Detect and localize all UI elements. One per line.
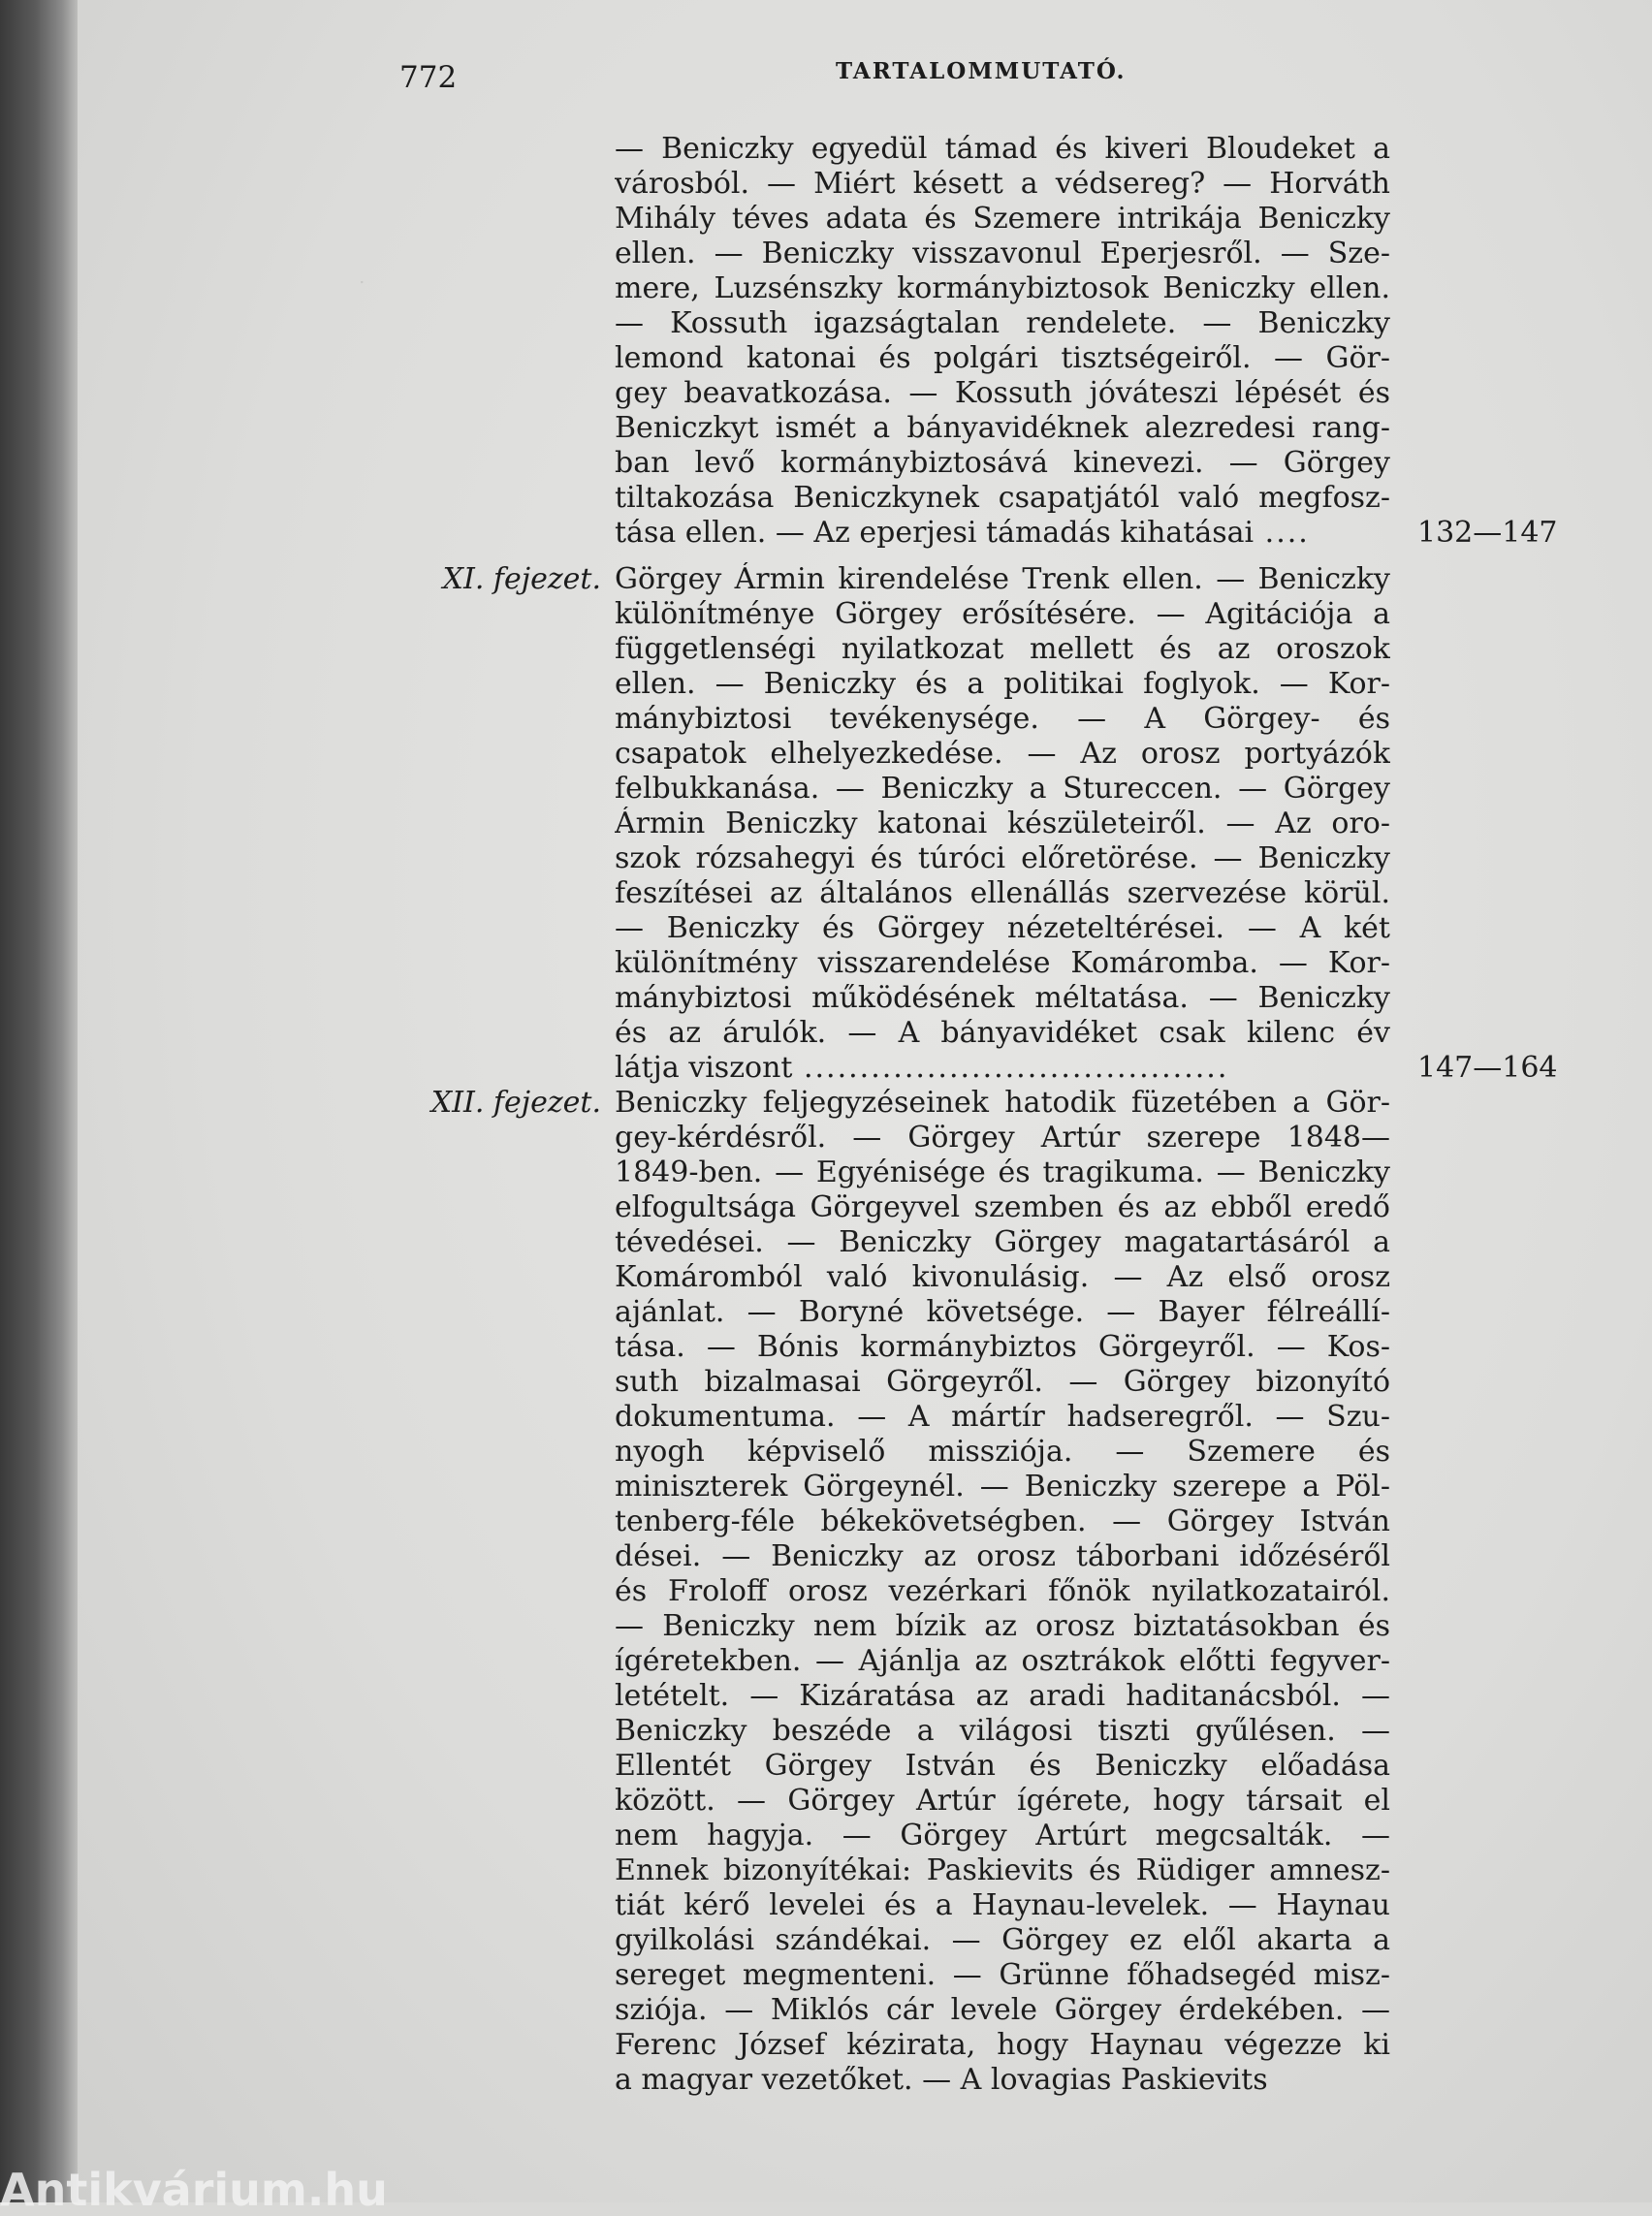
dot-leader: .... <box>1254 516 1310 550</box>
summary-line: és Froloff orosz vezérkari főnök nyilatkozatairól. <box>615 1574 1390 1608</box>
bleed-through-text: ᐧ <box>359 271 365 296</box>
summary-line: dései. — Beniczky az orosz táborbani időzéséről <box>615 1539 1390 1573</box>
page-range: 132—147 <box>1417 516 1558 550</box>
summary-line: ban levő kormánybiztosává kinevezi. — Görgey <box>615 446 1390 480</box>
summary-line: — Beniczky egyedül támad és kiveri Bloudeket a <box>615 132 1390 166</box>
chapter-label: XI. fejezet. <box>442 562 601 596</box>
summary-line: szok rózsahegyi és túróci előretörése. — Beniczky <box>615 841 1390 875</box>
summary-line: Beniczky beszéde a világosi tiszti gyűlésen. — <box>615 1714 1390 1748</box>
summary-line: lemond katonai és polgári tisztségeiről. — Gör- <box>615 341 1390 375</box>
summary-line: függetlenségi nyilatkozat mellett és az oroszok <box>615 632 1390 666</box>
summary-line: miniszterek Görgeynél. — Beniczky szerepe a Pöl- <box>615 1470 1390 1504</box>
summary-line: tévedései. — Beniczky Görgey magatartásáról a <box>615 1225 1390 1259</box>
summary-line: látja viszont ...................................... <box>615 1051 1229 1085</box>
summary-line: tenberg-féle békekövetségben. — Görgey István <box>615 1504 1390 1538</box>
summary-line: Ármin Beniczky katonai készületeiről. — Az oro- <box>615 807 1390 840</box>
running-title: TARTALOMMUTATÓ. <box>836 58 1127 84</box>
summary-line: — Kossuth igazságtalan rendelete. — Beniczky <box>615 306 1390 340</box>
summary-line: mánybiztosi tevékenysége. — A Görgey- és <box>615 702 1390 736</box>
summary-line: Mihály téves adata és Szemere intrikája Beniczky <box>615 202 1390 236</box>
summary-line: sziója. — Miklós cár levele Görgey érdekében. — <box>615 1993 1390 2027</box>
page-number: 772 <box>399 60 458 95</box>
summary-line: nyogh képviselő missziója. — Szemere és <box>615 1435 1390 1469</box>
summary-line: suth bizalmasai Görgeyről. — Görgey bizonyító <box>615 1365 1390 1399</box>
watermark-text: Antikvárium.hu <box>0 2164 388 2216</box>
summary-line: nem hagyja. — Görgey Artúrt megcsalták. — <box>615 1819 1390 1852</box>
summary-line: letételt. — Kizáratása az aradi haditanácsból. — <box>615 1679 1390 1713</box>
summary-line: Ennek bizonyítékai: Paskievits és Rüdiger amnesz- <box>615 1853 1390 1887</box>
summary-line: — Beniczky nem bízik az orosz biztatásokban és <box>615 1609 1390 1643</box>
summary-line: ellen. — Beniczky visszavonul Eperjesről. — Sze- <box>615 237 1390 270</box>
summary-line: különítmény visszarendelése Komáromba. — Kor- <box>615 946 1390 980</box>
summary-line: és az árulók. — A bányavidéket csak kilenc év <box>615 1016 1390 1050</box>
summary-line: gey-kérdésről. — Görgey Artúr szerepe 1848— <box>615 1121 1390 1155</box>
summary-line: Beniczkyt ismét a bányavidéknek alezredesi rang- <box>615 411 1390 445</box>
page-range: 147—164 <box>1417 1051 1558 1085</box>
summary-line: feszítései az általános ellenállás szervezése körül. <box>615 876 1390 910</box>
chapter-summary <box>615 1086 1390 2098</box>
chapter-summary <box>615 562 1390 1086</box>
summary-line: gey beavatkozása. — Kossuth jóváteszi lépését és <box>615 376 1390 410</box>
summary-line: tiltakozása Beniczkynek csapatjától való megfosz- <box>615 481 1390 515</box>
dot-leader: ...................................... <box>792 1051 1229 1085</box>
summary-line: sereget megmenteni. — Grünne főhadsegéd misz- <box>615 1958 1390 1992</box>
summary-line: ígéretekben. — Ajánlja az osztrákok előtti fegyver- <box>615 1644 1390 1678</box>
summary-line: mere, Luzsénszky kormánybiztosok Beniczky ellen. <box>615 271 1390 305</box>
summary-line: dokumentuma. — A mártír hadseregről. — Szu- <box>615 1400 1390 1434</box>
summary-line: Görgey Ármin kirendelése Trenk ellen. — Beniczky <box>615 562 1390 596</box>
summary-line: tiát kérő levelei és a Haynau-levelek. — Haynau <box>615 1888 1390 1922</box>
summary-line: különítménye Görgey erősítésére. — Agitációja a <box>615 597 1390 631</box>
summary-line: Ellentét Görgey István és Beniczky előadása <box>615 1749 1390 1783</box>
summary-line: csapatok elhelyezkedése. — Az orosz portyázók <box>615 737 1390 771</box>
chapter-summary <box>615 132 1390 551</box>
summary-line: mánybiztosi működésének méltatása. — Beniczky <box>615 981 1390 1015</box>
summary-line: felbukkanása. — Beniczky a Stureccen. — Görgey <box>615 772 1390 806</box>
summary-line: 1849-ben. — Egyénisége és tragikuma. — Beniczky <box>615 1155 1390 1189</box>
summary-line: ajánlat. — Boryné követsége. — Bayer félreállí- <box>615 1295 1390 1329</box>
summary-line: tása. — Bónis kormánybiztos Görgeyről. — Kos- <box>615 1330 1390 1364</box>
summary-line: Komáromból való kivonulásig. — Az első orosz <box>615 1260 1390 1294</box>
summary-line: elfogultsága Görgeyvel szemben és az ebből eredő <box>615 1190 1390 1224</box>
summary-line: gyilkolási szándékai. — Görgey ez elől akarta a <box>615 1923 1390 1957</box>
summary-line: ellen. — Beniczky és a politikai foglyok. — Kor- <box>615 667 1390 701</box>
summary-line: Beniczky feljegyzéseinek hatodik füzetében a Gör- <box>615 1086 1390 1120</box>
summary-line: között. — Görgey Artúr ígérete, hogy társait el <box>615 1784 1390 1818</box>
summary-line: tása ellen. — Az eperjesi támadás kihatásai .... <box>615 516 1310 550</box>
summary-line: Ferenc József kézirata, hogy Haynau végezze ki <box>615 2028 1390 2062</box>
summary-line: a magyar vezetőket. — A lovagias Paskievits <box>615 2063 1268 2097</box>
summary-line: — Beniczky és Görgey nézeteltérései. — A két <box>615 911 1390 945</box>
chapter-label: XII. fejezet. <box>430 1086 601 1120</box>
summary-line: városból. — Miért késett a védsereg? — Horváth <box>615 167 1390 201</box>
